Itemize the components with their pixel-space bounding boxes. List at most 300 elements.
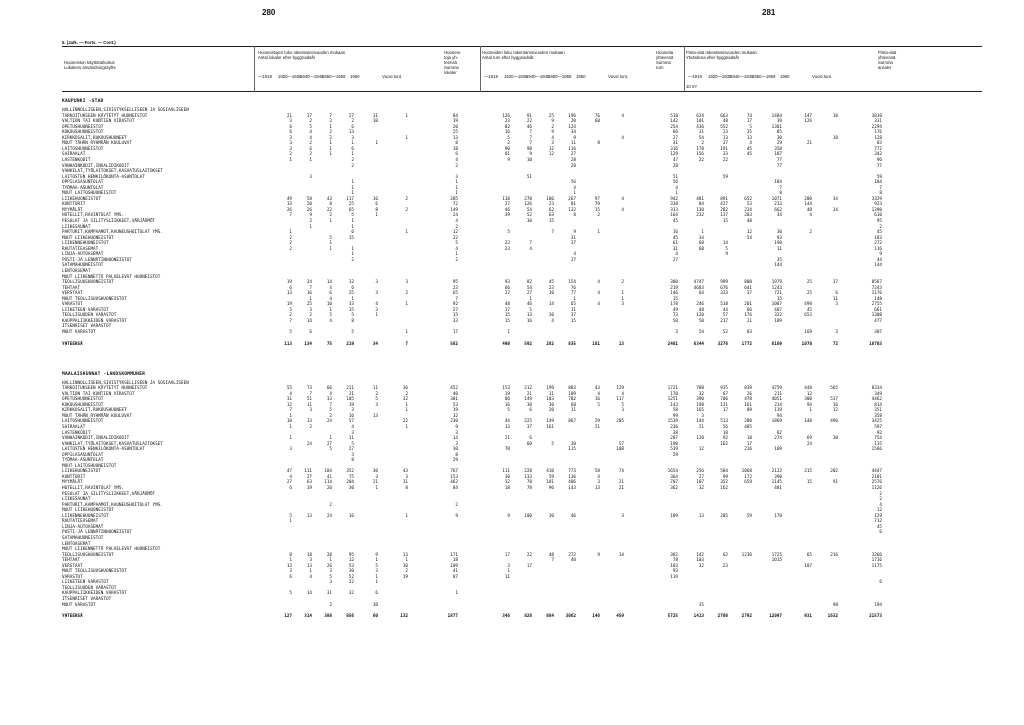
cell-value: 2	[455, 163, 458, 169]
cell-value: 45	[548, 280, 554, 286]
cell-value: 4	[351, 424, 354, 430]
cell-value: 13	[348, 130, 354, 136]
cell-value: 17	[832, 280, 838, 286]
cell-value: 280	[744, 419, 752, 425]
cell-value: 1	[455, 180, 458, 186]
cell-value: 6	[289, 574, 292, 580]
row-label: LAITOSHUONEISTOT	[62, 146, 104, 152]
cell-value: 59	[548, 474, 554, 480]
cell-value: 85	[776, 130, 782, 136]
cell-value: 84	[452, 113, 458, 119]
cell-value: 481	[696, 196, 704, 202]
column-header-area-unit: 10 m²	[686, 84, 697, 89]
cell-value: 1	[375, 313, 378, 319]
cell-value: 9	[375, 552, 378, 558]
cell-value: 1	[351, 180, 354, 186]
cell-value: 1	[405, 408, 408, 414]
cell-value: 4	[551, 135, 554, 141]
cell-value: 59	[722, 174, 728, 180]
cell-value: 16	[306, 291, 312, 297]
cell-value: 11	[570, 408, 576, 414]
cell-value: 1	[329, 219, 332, 224]
cell-value: 6	[289, 130, 292, 136]
cell-value: 380	[670, 280, 678, 286]
cell-value: 270	[524, 196, 532, 202]
cell-value: 31	[402, 480, 408, 486]
cell-value: 25	[348, 202, 354, 208]
cell-value: 65	[348, 207, 354, 213]
cell-value: 213	[774, 202, 782, 208]
cell-value: 316	[670, 146, 678, 152]
cell-value: 27	[326, 441, 332, 447]
cell-value: 1	[329, 436, 332, 442]
column-header-rooms-group: Huoneiden luku rakentamisvuoden mukaan Antal rum efter byggnadsår	[482, 50, 565, 60]
year-header: Vuosi tunt.	[382, 74, 403, 79]
cell-value: 33	[452, 318, 458, 324]
cell-value: 2	[289, 241, 292, 247]
cell-value: 11	[504, 574, 510, 580]
year-header: 1960	[350, 74, 360, 79]
cell-value: 5	[309, 124, 312, 130]
cell-value: 6	[351, 124, 354, 130]
cell-value: 65	[452, 291, 458, 297]
total-value: 5725	[667, 614, 678, 620]
cell-value: 111	[502, 469, 510, 475]
cell-value: 8	[455, 452, 458, 458]
cell-value: 9	[879, 252, 882, 258]
cell-value: 4759	[771, 386, 782, 392]
cell-value: 105	[346, 397, 354, 403]
cell-value: 230	[450, 419, 458, 425]
cell-value: 14	[618, 552, 624, 558]
cell-value: 205	[616, 419, 624, 425]
cell-value: 11	[548, 391, 554, 397]
cell-value: 13	[306, 419, 312, 425]
column-header-area-total: Pinta-alat yhteensä Summa arealer	[878, 50, 897, 70]
cell-value: 23	[504, 246, 510, 252]
cell-value: 390	[774, 474, 782, 480]
cell-value: 1979	[771, 280, 782, 286]
row-label: KONTTORIT	[62, 202, 86, 208]
cell-value: 45	[876, 230, 882, 236]
row-label: OPETUSHUONEISTOT	[62, 397, 104, 403]
cell-value: 34	[776, 213, 782, 219]
cell-value: 169	[804, 330, 812, 335]
cell-value: 14	[326, 280, 332, 286]
cell-value: 200	[804, 196, 812, 202]
cell-value: 5	[749, 124, 752, 130]
cell-value: 7243	[871, 285, 882, 291]
cell-value: 51	[306, 397, 312, 403]
cell-value: 57	[722, 313, 728, 319]
cell-value: 2	[329, 502, 332, 508]
cell-value: 15	[348, 235, 354, 241]
cell-value: 1	[289, 157, 292, 163]
cell-value: 14	[306, 318, 312, 324]
cell-value: 54	[698, 330, 704, 335]
cell-value: 143	[568, 486, 576, 491]
cell-value: 2576	[871, 480, 882, 486]
cell-value: 26	[746, 391, 752, 397]
cell-value: 116	[568, 146, 576, 152]
cell-value: 66	[504, 285, 510, 291]
cell-value: 77	[776, 157, 782, 163]
cell-value: 19	[452, 119, 458, 125]
year-header: 1950—1959	[752, 74, 776, 79]
cell-value: 111	[304, 469, 312, 475]
cell-value: 1	[405, 302, 408, 308]
cell-value: 1251	[667, 397, 678, 403]
cell-value: 98	[832, 602, 838, 608]
row-label: KOKOUSHUONEISTOT	[62, 402, 104, 408]
year-header: 1960	[576, 74, 586, 79]
cell-value: 11	[306, 402, 312, 408]
cell-value: 142	[670, 119, 678, 125]
cell-value: 12	[698, 447, 704, 453]
cell-value: 712	[874, 519, 882, 525]
cell-value: 28	[570, 163, 576, 169]
row-label: LAITOSTEN HENKILÖKUNTA-ASUNTOLAT	[62, 447, 145, 453]
cell-value: 2	[329, 119, 332, 125]
row-label: TYÖMAA-ASUNTOLAT	[62, 185, 104, 191]
cell-value: 13	[504, 424, 510, 430]
cell-value: 131	[720, 402, 728, 408]
cell-value: 147	[804, 113, 812, 119]
cell-value: 82	[526, 280, 532, 286]
cell-value: 15	[570, 318, 576, 324]
cell-value: 68	[570, 402, 576, 408]
cell-value: 706	[720, 397, 728, 403]
cell-value: 124	[568, 124, 576, 130]
cell-value: 13	[306, 513, 312, 519]
total-value: 835	[568, 341, 576, 347]
cell-value: 1	[621, 296, 624, 302]
cell-value: 2	[375, 391, 378, 397]
cell-value: 183	[874, 235, 882, 241]
row-label: RAUTATIEASEMAT	[62, 519, 99, 525]
cell-value: 101	[546, 480, 554, 486]
cell-value: 7	[551, 558, 554, 564]
cell-value: 652	[744, 196, 752, 202]
cell-value: 46	[504, 207, 510, 213]
cell-value: 2755	[871, 302, 882, 308]
cell-value: 7	[529, 141, 532, 147]
cell-value: 40	[452, 391, 458, 397]
cell-value: 132	[568, 207, 576, 213]
cell-value: 24	[452, 213, 458, 219]
row-label: VALTION TAI KUNTIEN VIRASTOT	[62, 119, 135, 125]
total-value: 6344	[693, 341, 704, 347]
cell-value: 5	[351, 330, 354, 335]
cell-value: 46	[526, 302, 532, 308]
row-label: LIIKENNEHUONEISTOT	[62, 513, 109, 519]
cell-value: 4	[455, 246, 458, 252]
total-value: 346	[502, 614, 510, 620]
cell-value: 5	[597, 402, 600, 408]
cell-value: 782	[568, 397, 576, 403]
cell-value: 144	[696, 419, 704, 425]
cell-value: 662	[774, 207, 782, 213]
cell-value: 8334	[871, 386, 882, 392]
cell-value: 22	[348, 580, 354, 586]
cell-value: 2	[351, 163, 354, 169]
table-row	[62, 603, 982, 609]
cell-value: 32	[452, 413, 458, 419]
cell-value: 35	[776, 257, 782, 263]
cell-value: 1015	[771, 558, 782, 564]
cell-value: 120	[696, 313, 704, 319]
cell-value: 114	[324, 480, 332, 486]
cell-value: 12	[832, 408, 838, 414]
cell-value: 22	[698, 157, 704, 163]
cell-value: 767	[450, 469, 458, 475]
cell-value: 17	[306, 113, 312, 119]
cell-value: 44	[504, 419, 510, 425]
total-value: 134	[304, 341, 312, 347]
cell-value: 1654	[667, 469, 678, 475]
cell-value: 13	[722, 135, 728, 141]
cell-value: 82	[504, 124, 510, 130]
cell-value: 4	[329, 296, 332, 302]
cell-value: 7	[329, 402, 332, 408]
cell-value: 45	[806, 307, 812, 313]
row-label: VERSTAAT	[62, 291, 83, 297]
cell-value: 236	[670, 424, 678, 430]
cell-value: 2	[879, 224, 882, 230]
cell-value: 119	[774, 408, 782, 414]
cell-value: 800	[744, 280, 752, 286]
row-label: TYÖMAA-ASUNTOLAT	[62, 458, 104, 464]
cell-value: 119	[670, 574, 678, 580]
cell-value: 40	[570, 558, 576, 564]
row-label: MYYMÄLÄT	[62, 480, 83, 486]
cell-value: 11	[372, 386, 378, 392]
year-header: 1940—1949	[730, 74, 754, 79]
cell-value: 39	[504, 213, 510, 219]
row-label: VANKILAT,TYÖLAITOKSET,KASVATUSLAITOKSET	[62, 441, 163, 447]
cell-value: 16	[372, 196, 378, 202]
cell-value: 935	[720, 386, 728, 392]
total-value: 2708	[717, 614, 728, 620]
total-value: 132	[400, 614, 408, 620]
cell-value: 1	[351, 252, 354, 258]
year-header: —1919	[484, 74, 498, 79]
cell-value: 27	[698, 474, 704, 480]
cell-value: 107	[774, 152, 782, 158]
cell-value: 364	[670, 474, 678, 480]
column-header-units-total: Huoneis- toja yh- teensä Summa lokaler	[444, 50, 462, 75]
group-divider	[480, 46, 481, 92]
cell-value: 1	[375, 141, 378, 147]
year-header: 1920—1939	[504, 74, 528, 79]
cell-value: 13	[286, 563, 292, 569]
total-row	[62, 614, 982, 620]
group-divider	[254, 46, 255, 92]
cell-value: 54	[698, 135, 704, 141]
row-label: LIIKENNEHUONEISTOT	[62, 241, 109, 247]
cell-value: 1	[289, 519, 292, 525]
cell-value: 3	[289, 447, 292, 453]
cell-value: 1	[329, 307, 332, 313]
cell-value: 496	[830, 419, 838, 425]
cell-value: 60	[526, 441, 532, 447]
cell-value: 94	[776, 413, 782, 419]
cell-value: 94	[806, 402, 812, 408]
cell-value: 11	[570, 307, 576, 313]
cell-value: 9	[551, 119, 554, 125]
cell-value: 14	[722, 241, 728, 247]
cell-value: 518	[670, 113, 678, 119]
row-label: LINJA-AUTOASEMAT	[62, 252, 104, 258]
cell-value: 10	[722, 430, 728, 436]
cell-value: 11	[776, 246, 782, 252]
cell-value: 31	[286, 397, 292, 403]
row-label: VERSTAAT	[62, 563, 83, 569]
cell-value: 19	[504, 391, 510, 397]
cell-value: 184	[324, 469, 332, 475]
cell-value: 84	[698, 202, 704, 208]
cell-value: 338	[670, 202, 678, 208]
cell-value: 27	[504, 291, 510, 297]
cell-value: 90	[504, 146, 510, 152]
row-label: MUUT LAITOSHUONEISTOT	[62, 463, 117, 469]
cell-value: 3	[351, 430, 354, 436]
cell-value: 3	[309, 174, 312, 180]
cell-value: 96	[548, 486, 554, 491]
year-header: 1920—1939	[278, 74, 302, 79]
total-value: 856	[346, 614, 354, 620]
cell-value: 164	[670, 213, 678, 219]
cell-value: 30	[452, 447, 458, 453]
cell-value: 23	[722, 130, 728, 136]
cell-value: 427	[720, 202, 728, 208]
total-value: 75	[326, 341, 332, 347]
cell-value: 2	[455, 502, 458, 508]
cell-value: 9	[573, 230, 576, 236]
cell-value: 27	[348, 447, 354, 453]
cell-value: 322	[774, 313, 782, 319]
cell-value: 4	[455, 219, 458, 224]
cell-value: 436	[696, 124, 704, 130]
cell-value: 4	[529, 246, 532, 252]
cell-value: 146	[670, 291, 678, 297]
cell-value: 1243	[771, 285, 782, 291]
cell-value: 3	[405, 474, 408, 480]
cell-value: 26	[306, 207, 312, 213]
cell-value: 9	[455, 513, 458, 519]
cell-value: 216	[744, 447, 752, 453]
cell-value: 20	[452, 124, 458, 130]
row-label: MUUT LIIKENNETTÄ PALVELEVAT HUONEISTOT	[62, 547, 161, 553]
total-value: 113	[284, 341, 292, 347]
cell-value: 19	[286, 302, 292, 308]
cell-value: 68	[698, 241, 704, 247]
cell-value: 15	[594, 207, 600, 213]
total-value: 13	[618, 341, 624, 347]
cell-value: 55	[286, 386, 292, 392]
cell-value: 27	[570, 152, 576, 158]
cell-value: 8	[779, 191, 782, 197]
row-label: TEOLLISUUSHUONEISTOT	[62, 552, 114, 558]
cell-value: 1	[289, 413, 292, 419]
row-label: MUUT TÄHÄN RYHMÄÄN KUULUVAT	[62, 413, 132, 419]
cell-value: 142	[696, 552, 704, 558]
cell-value: 285	[720, 513, 728, 519]
cell-value: 216	[830, 552, 838, 558]
cell-value: 30	[348, 569, 354, 575]
cell-value: 13	[286, 202, 292, 208]
cell-value: 21	[806, 141, 812, 147]
cell-value: 3	[289, 141, 292, 147]
cell-value: 6	[351, 146, 354, 152]
row-label: LASTENKODIT	[62, 157, 91, 163]
cell-value: 62	[722, 552, 728, 558]
cell-value: 923	[874, 202, 882, 208]
cell-value: 178	[696, 146, 704, 152]
cell-value: 6	[529, 436, 532, 442]
cell-value: 3	[309, 307, 312, 313]
total-value: 3276	[717, 341, 728, 347]
cell-value: 103	[670, 563, 678, 569]
cell-value: 9	[597, 552, 600, 558]
cell-value: 9	[551, 130, 554, 136]
total-value: 6169	[771, 341, 782, 347]
cell-value: 143	[670, 402, 678, 408]
cell-value: 48	[806, 207, 812, 213]
cell-value: 3	[309, 408, 312, 414]
cell-value: 37	[526, 424, 532, 430]
cell-value: 35	[746, 130, 752, 136]
cell-value: 4	[329, 391, 332, 397]
cell-value: 1236	[741, 552, 752, 558]
cell-value: 129	[874, 513, 882, 519]
cell-value: 95	[348, 552, 354, 558]
cell-value: 4	[289, 391, 292, 397]
cell-value: 7	[551, 230, 554, 236]
cell-value: 3	[375, 280, 378, 286]
row-label: KIRKKOSALIT,RUKOUSHUONEET	[62, 135, 127, 141]
row-label: PARTURIT,KAMPAAMOT,KAUNEUSHOITOLAT YMS.	[62, 502, 163, 508]
cell-value: 3	[329, 580, 332, 586]
row-label: MUUT VARASTOT	[62, 330, 96, 335]
cell-value: 32	[348, 591, 354, 597]
cell-value: 1	[375, 558, 378, 564]
cell-value: 1	[809, 408, 812, 414]
total-value: 582	[450, 341, 458, 347]
cell-value: 28	[672, 163, 678, 169]
cell-value: 3	[675, 330, 678, 335]
cell-value: 116	[874, 246, 882, 252]
cell-value: 4	[309, 130, 312, 136]
cell-value: 198	[696, 402, 704, 408]
row-label: LENTOASEMAT	[62, 541, 91, 547]
cell-value: 513	[720, 419, 728, 425]
cell-value: 15	[504, 313, 510, 319]
cell-value: 44	[722, 307, 728, 313]
cell-value: 5	[507, 408, 510, 414]
year-header: 1950—1959	[322, 74, 346, 79]
cell-value: 3	[405, 280, 408, 286]
cell-value: 5	[289, 591, 292, 597]
cell-value: 13	[306, 563, 312, 569]
cell-value: 15	[452, 313, 458, 319]
cell-value: 92	[876, 430, 882, 436]
cell-value: 19	[348, 402, 354, 408]
cell-value: 190	[670, 441, 678, 447]
cell-value: 15	[672, 296, 678, 302]
row-label: POSTI-JA LENNÄTINHUONEISTOT	[62, 257, 132, 263]
total-label: YHTEENSÄ	[62, 341, 83, 347]
